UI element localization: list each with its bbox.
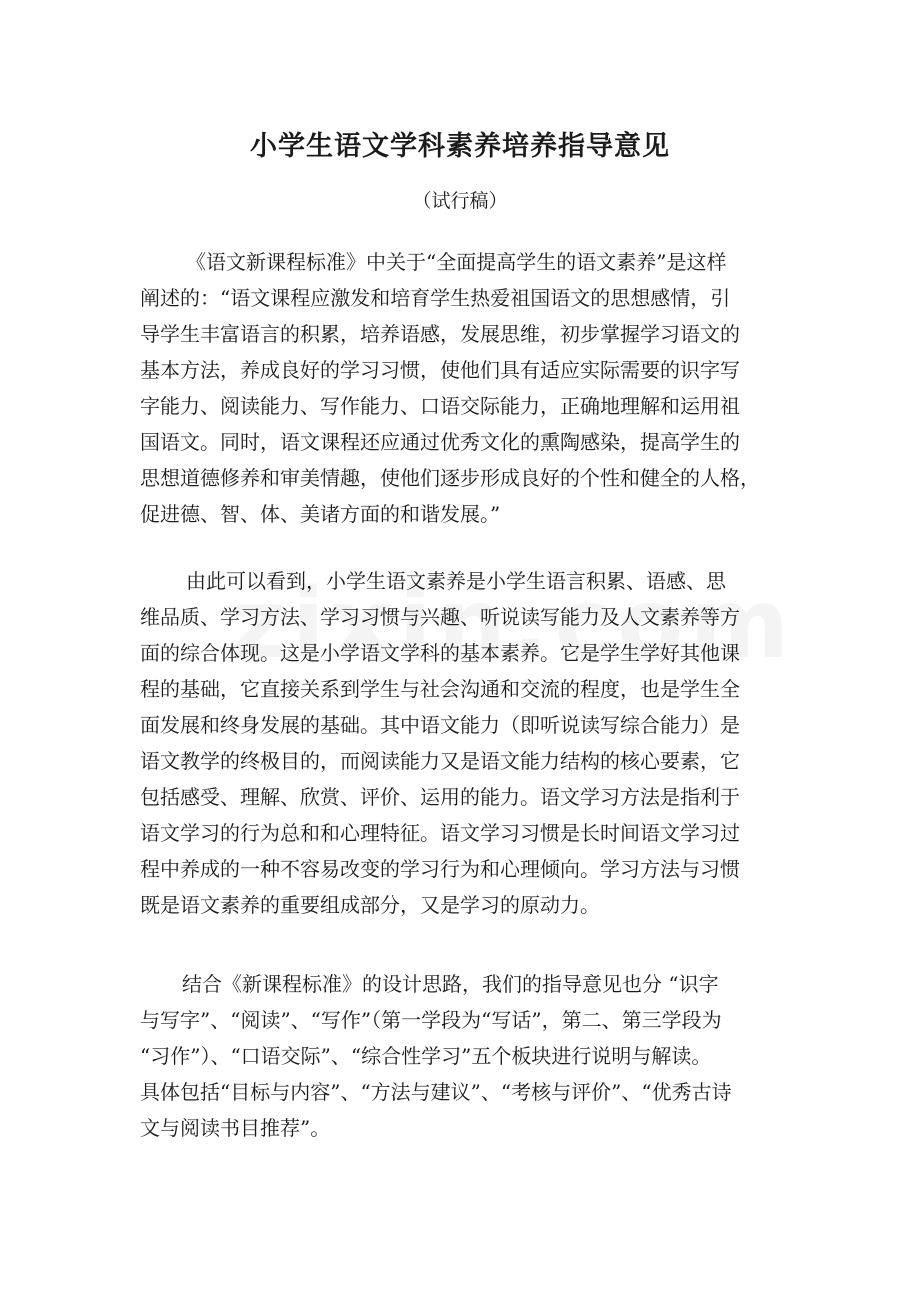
paragraph-line: “习作”）、“口语交际”、“综合性学习”五个板块进行说明与解读。 xyxy=(140,1044,712,1068)
paragraph-line: 导学生丰富语言的积累，培养语感，发展思维，初步掌握学习语文的 xyxy=(140,322,740,346)
paragraph-line: 思想道德修养和审美情趣，使他们逐步形成良好的个性和健全的人格， xyxy=(140,466,760,490)
paragraph-line: 促进德、智、体、美诸方面的和谐发展。” xyxy=(140,502,501,526)
paragraph-line: 文与阅读书目推荐”。 xyxy=(140,1116,331,1140)
paragraph-line: 语文学习的行为总和和心理特征。语文学习习惯是长时间语文学习过 xyxy=(140,821,740,845)
paragraph-line: 字能力、阅读能力、写作能力、口语交际能力，正确地理解和运用祖 xyxy=(140,394,740,418)
paragraph-line: 语文教学的终极目的，而阅读能力又是语文能力结构的核心要素，它 xyxy=(140,749,740,773)
paragraph-line: 阐述的：“语文课程应激发和培育学生热爱祖国语文的思想感情，引 xyxy=(140,286,731,310)
paragraph-line: 面发展和终身发展的基础。其中语文能力（即听说读写综合能力）是 xyxy=(140,713,740,737)
paragraph-line: 与写字”、“阅读”、“写作”（第一学段为“写话”，第二、第三学段为 xyxy=(140,1008,722,1032)
paragraph-3 xyxy=(140,966,800,1146)
document-title: 小学生语文学科素养培养指导意见 xyxy=(250,131,670,162)
paragraph-line: 程的基础，它直接关系到学生与社会沟通和交流的程度，也是学生全 xyxy=(140,677,740,701)
paragraph-line: 既是语文素养的重要组成部分，又是学习的原动力。 xyxy=(140,893,600,917)
paragraph-line: 国语文。同时，语文课程还应通过优秀文化的熏陶感染，提高学生的 xyxy=(140,430,740,454)
paragraph-2 xyxy=(140,563,800,923)
paragraph-line: 面的综合体现。这是小学语文学科的基本素养。它是学生学好其他课 xyxy=(140,641,740,665)
paragraph-line: 包括感受、理解、欣赏、评价、运用的能力。语文学习方法是指利于 xyxy=(140,785,740,809)
paragraph-line: 由此可以看到，小学生语文素养是小学生语言积累、语感、思 xyxy=(186,569,726,593)
paragraph-line: 《语文新课程标准》中关于“全面提高学生的语文素养”是这样 xyxy=(186,250,727,274)
paragraph-line: 基本方法，养成良好的学习习惯，使他们具有适应实际需要的识字写 xyxy=(140,358,740,382)
paragraph-1 xyxy=(140,244,800,532)
paragraph-line: 具体包括“目标与内容”、“方法与建议”、“考核与评价”、“优秀古诗 xyxy=(140,1080,732,1104)
paragraph-line: 程中养成的一种不容易改变的学习行为和心理倾向。学习方法与习惯 xyxy=(140,857,740,881)
paragraph-line: 结合《新课程标准》的设计思路，我们的指导意见也分 “识字 xyxy=(182,972,719,996)
paragraph-line: 维品质、学习方法、学习习惯与兴趣、听说读写能力及人文素养等方 xyxy=(140,605,740,629)
document-subtitle: （试行稿） xyxy=(412,190,508,212)
